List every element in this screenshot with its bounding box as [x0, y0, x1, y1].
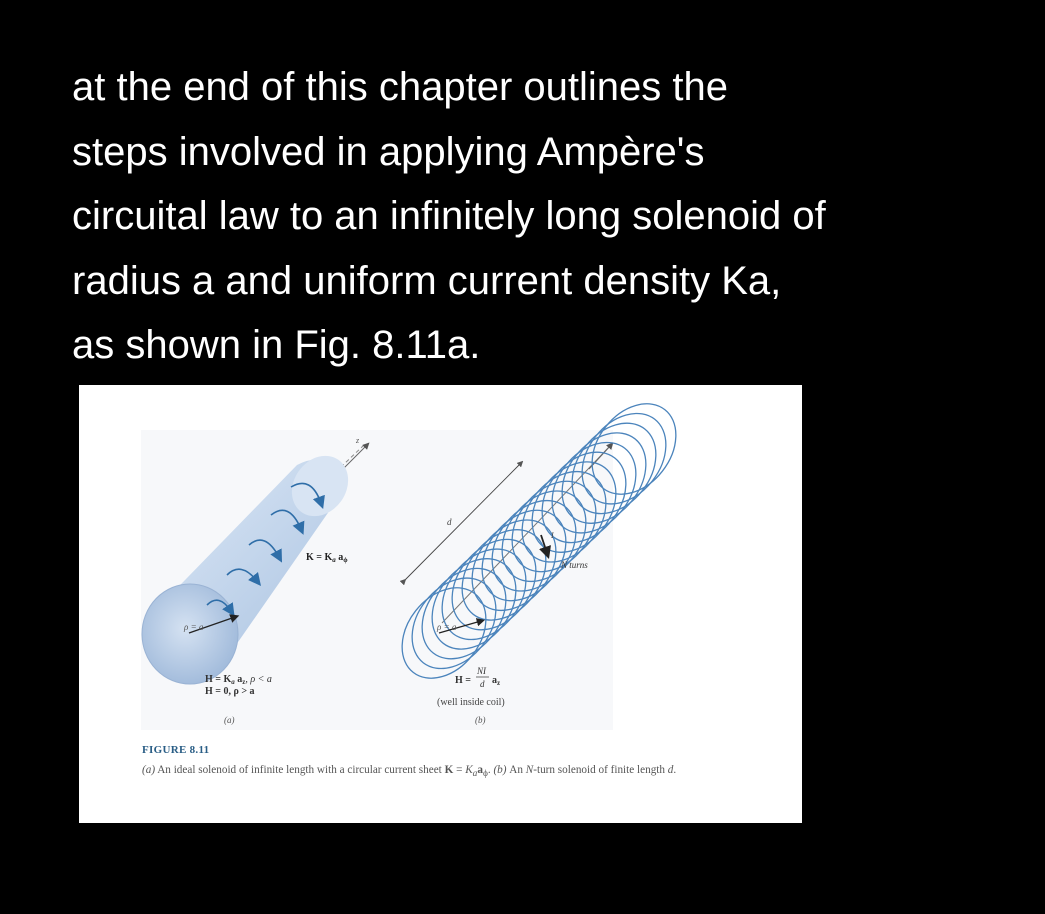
panel-b-turns-label: N turns: [561, 560, 588, 570]
figure-8-11: [79, 385, 802, 823]
panel-a-sheet-label: $K = K_a$ $a_\phi$: [306, 552, 348, 564]
paragraph-line-2: steps involved in applying Ampère's: [72, 129, 705, 174]
paragraph-line-4: radius a and uniform current density Ka,: [72, 258, 782, 303]
panel-a-eq1: $H = K_a$ $a_z$, ρ < a: [205, 674, 272, 686]
panel-a-eq2: H = 0, ρ > a: [205, 686, 255, 697]
figure-caption-text: (a) An ideal solenoid of infinite length with a circular current sheet $K = K_aa_\phi$. (b) An N-turn solenoid of finite length d.: [142, 764, 677, 780]
paragraph-line-3: circuital law to an infinitely long solenoid of: [72, 194, 826, 238]
panel-b-d-label: d: [447, 517, 452, 527]
panel-a-part-tag: (a): [224, 715, 235, 725]
solenoid-illustration: [79, 385, 802, 823]
panel-b-frac-den: d: [480, 679, 485, 689]
panel-b-part-tag: (b): [475, 715, 486, 725]
panel-b-rho-label: ρ = a: [437, 622, 457, 632]
panel-a-rho-label: ρ = a: [184, 622, 204, 632]
paragraph-line-1: at the end of this chapter outlines the: [72, 65, 728, 109]
panel-b-current-label: I: [551, 531, 554, 540]
panel-b-H-vec: $a_z$: [492, 675, 501, 687]
figure-caption-title: FIGURE 8.11: [142, 744, 210, 756]
panel-a-z-label: z: [356, 436, 360, 445]
paragraph-line-5: as shown in Fig. 8.11a.: [72, 323, 481, 367]
panel-b-note: (well inside coil): [437, 697, 505, 708]
panel-b-frac-num: NI: [477, 666, 486, 676]
body-paragraph: [72, 55, 1032, 378]
panel-b-H-prefix: H =: [455, 675, 471, 686]
